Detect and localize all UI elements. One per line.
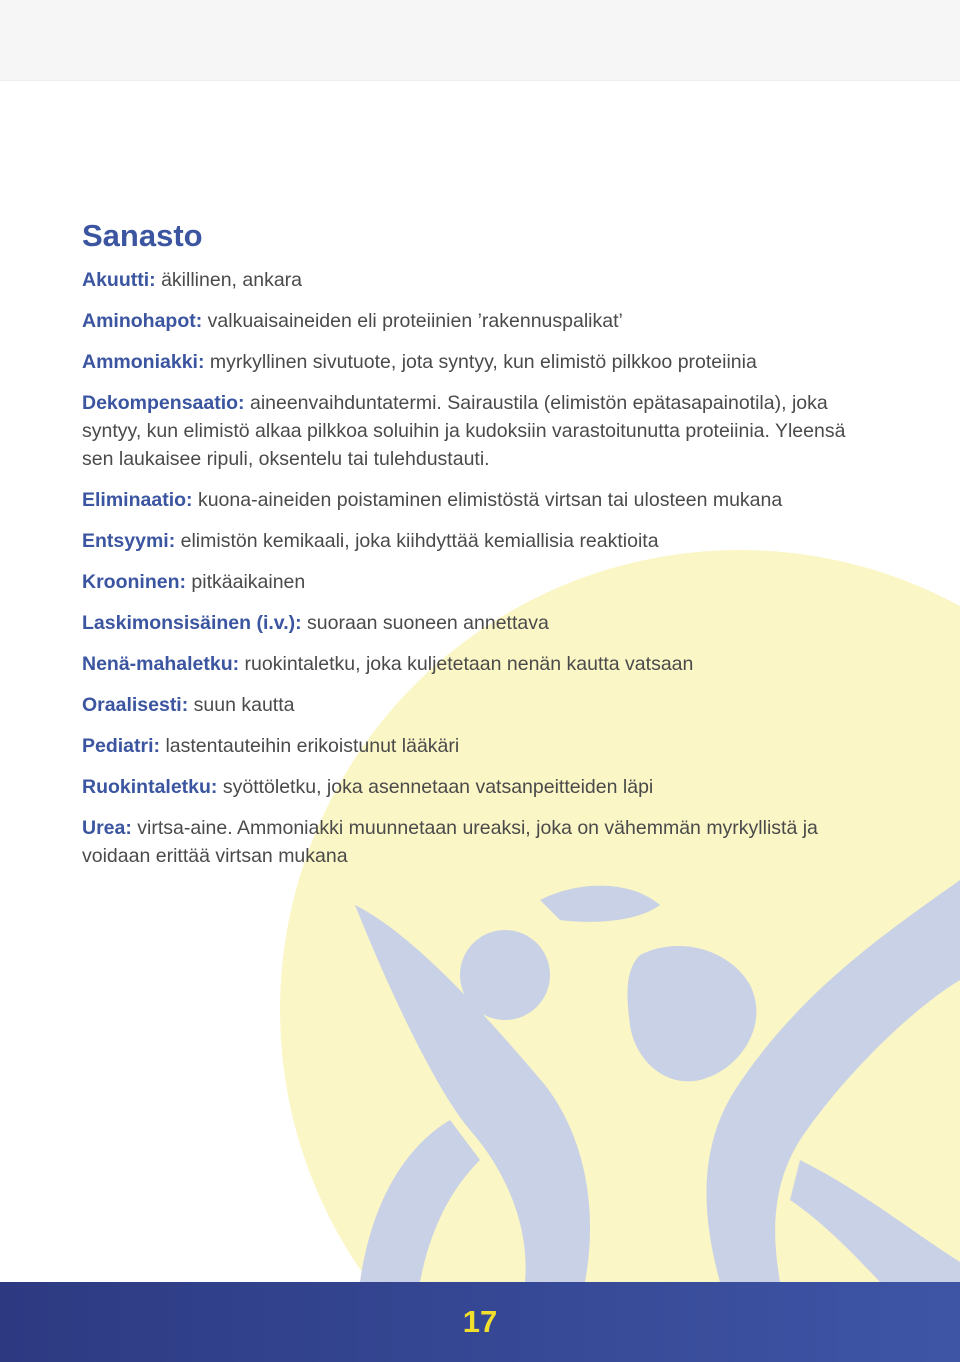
glossary-entry <box>82 732 862 760</box>
glossary-entry <box>82 814 862 870</box>
glossary-term: Ammoniakki: <box>82 351 205 373</box>
glossary-definition: suoraan suoneen annettava <box>307 612 549 634</box>
glossary-term: Akuutti: <box>82 269 156 291</box>
glossary-definition: valkuaisaineiden eli proteiinien ’rakennuspalikat’ <box>207 310 623 332</box>
glossary-term: Entsyymi: <box>82 530 176 552</box>
glossary-entry <box>82 609 862 637</box>
glossary-entry <box>82 650 862 678</box>
glossary-term: Oraalisesti: <box>82 694 189 716</box>
glossary-entry <box>82 266 862 294</box>
glossary-entry <box>82 348 862 376</box>
glossary-entry <box>82 527 862 555</box>
glossary-list <box>82 266 862 870</box>
glossary-entry <box>82 486 862 514</box>
glossary-entry <box>82 307 862 335</box>
glossary-entry <box>82 691 862 719</box>
glossary-definition: äkillinen, ankara <box>161 269 302 291</box>
glossary-definition: elimistön kemikaali, joka kiihdyttää kemiallisia reaktioita <box>180 530 659 552</box>
glossary-definition: myrkyllinen sivutuote, jota syntyy, kun elimistö pilkkoo proteiinia <box>209 351 757 373</box>
glossary-term: Pediatri: <box>82 735 161 757</box>
footer-bar <box>0 1282 960 1362</box>
page-number: 17 <box>462 1304 498 1339</box>
glossary-term: Laskimonsisäinen (i.v.): <box>82 612 302 634</box>
glossary-term: Aminohapot: <box>82 310 203 332</box>
glossary-term: Urea: <box>82 817 132 839</box>
glossary-term: Eliminaatio: <box>82 489 193 511</box>
glossary-definition: ruokintaletku, joka kuljetetaan nenän kautta vatsaan <box>244 653 694 675</box>
glossary-definition: syöttöletku, joka asennetaan vatsanpeitteiden läpi <box>222 776 654 798</box>
glossary-definition: virtsa-aine. Ammoniakki muunnetaan ureaksi, joka on vähemmän myrkyllistä ja voidaan erittää virtsan mukana <box>82 817 818 867</box>
glossary-definition: kuona-aineiden poistaminen elimistöstä virtsan tai ulosteen mukana <box>197 489 783 511</box>
glossary-definition: lastentauteihin erikoistunut lääkäri <box>165 735 460 757</box>
glossary-definition: aineenvaihduntatermi. Sairaustila (elimistön epätasapainotila), joka syntyy, kun elimistö alkaa pilkkoa soluihin ja kudoksiin varastoitunutta proteiinia. Yleensä sen laukaisee ripuli, oksentelu tai tulehdustauti. <box>82 392 846 470</box>
glossary-definition: pitkäaikainen <box>191 571 306 593</box>
glossary-term: Ruokintaletku: <box>82 776 218 798</box>
glossary-term: Krooninen: <box>82 571 186 593</box>
glossary-entry <box>82 568 862 596</box>
glossary-term: Nenä-mahaletku: <box>82 653 240 675</box>
page-title: Sanasto <box>82 218 203 253</box>
glossary-term: Dekompensaatio: <box>82 392 245 414</box>
glossary-entry <box>82 389 862 473</box>
glossary-entry <box>82 773 862 801</box>
glossary-definition: suun kautta <box>193 694 295 716</box>
glossary <box>82 218 862 883</box>
